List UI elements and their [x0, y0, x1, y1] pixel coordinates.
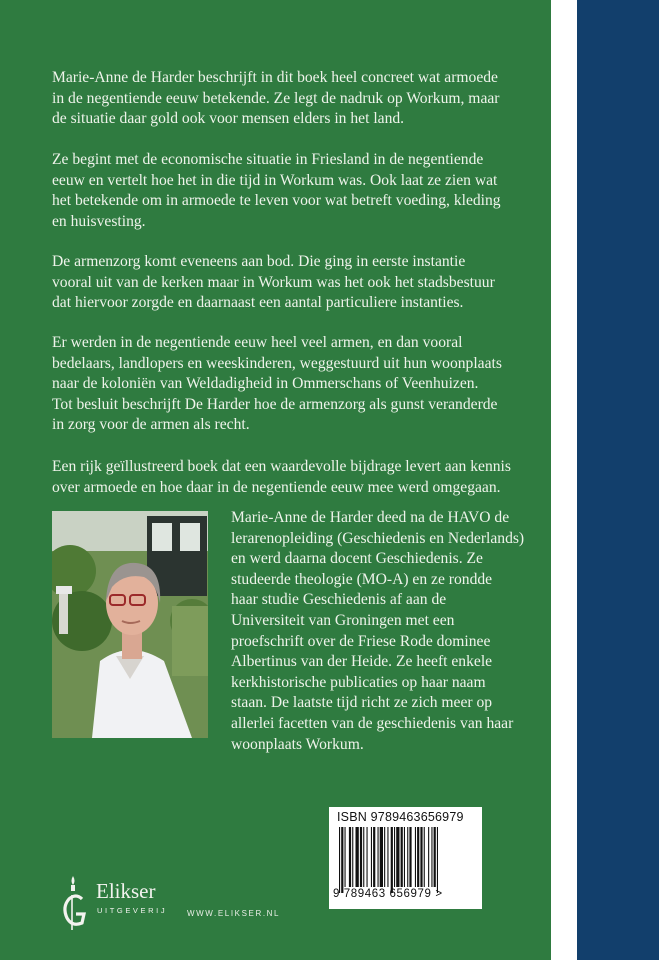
text-line: Ze begint met de economische situatie in Friesland in de negentiende	[52, 151, 484, 168]
barcode-bar	[363, 827, 364, 887]
barcode-bar	[341, 827, 343, 893]
barcode-bar	[415, 827, 416, 887]
barcode-bar	[352, 827, 353, 887]
text-line: studeerde theologie (MO-A) en ze rondde	[231, 570, 493, 588]
barcode-bar	[356, 827, 359, 887]
barcode-bar	[420, 827, 422, 887]
barcode-bar	[380, 827, 383, 887]
spine	[577, 0, 659, 960]
barcode-bar	[407, 827, 408, 887]
barcode-bar	[434, 827, 436, 887]
text-line: Albertinus van der Heide. Ze heeft enkele	[231, 653, 493, 671]
author-photo	[52, 511, 208, 738]
text-line: vooral uit van de kerken maar in Workum was het ook het stadsbestuur	[52, 273, 495, 291]
barcode-bar	[360, 827, 362, 887]
text-line: Marie-Anne de Harder beschrijft in dit boek heel concreet wat armoede	[52, 69, 498, 86]
text-line: en huisvesting.	[52, 212, 146, 230]
text-line: Een rijk geïllustreerd boek dat een waardevolle bijdrage levert aan kennis	[52, 458, 511, 475]
publisher-url: WWW.ELIKSER.NL	[187, 909, 281, 918]
blurb-paragraph-1	[52, 68, 522, 130]
text-line: en werd daarna docent Geschiedenis. Ze	[231, 550, 483, 568]
barcode-bar	[431, 827, 432, 887]
barcode-bar	[391, 827, 393, 893]
text-line: Tot besluit beschrijft De Harder hoe de armenzorg als gunst veranderde	[52, 395, 498, 413]
publisher-name: Elikser	[96, 879, 156, 903]
barcode-bar	[339, 827, 340, 893]
text-line: lerarenopleiding (Geschiedenis en Nederlands)	[231, 529, 525, 547]
barcode-bar	[424, 827, 425, 887]
barcode-digits: 9 789463 656979 >	[333, 888, 443, 900]
publisher-subtitle: UITGEVERIJ	[97, 906, 168, 915]
barcode-bar	[409, 827, 411, 887]
barcode-bar	[428, 827, 429, 887]
author-bio	[231, 508, 531, 755]
blurb-paragraph-2	[52, 150, 522, 232]
text-line: woonplaats Workum.	[231, 735, 364, 753]
text-line: in de negentiende eeuw betekende. Ze legt de nadruk op Workum, maar	[52, 89, 500, 107]
barcode-bar	[349, 827, 351, 887]
barcode-bar	[345, 827, 346, 887]
text-line: staan. De laatste tijd richt ze zich meer op	[231, 694, 493, 712]
text-line: proefschrift over de Friese Rode dominee	[231, 632, 491, 650]
text-line: kerkhistorische publicaties op haar naam	[231, 673, 486, 691]
text-line: Universiteit van Groningen met een	[231, 611, 455, 629]
text-line: de situatie daar gold ook voor mensen elders in het land.	[52, 110, 405, 127]
text-line: dat hiervoor zorgde en daarnaast een aantal particuliere instanties.	[52, 294, 464, 311]
barcode-bar	[378, 827, 379, 887]
text-line: bedelaars, landlopers en weeskinderen, weggestuurd uit hun woonplaats	[52, 354, 502, 372]
text-line: over armoede en hoe daar in de negentiende eeuw mee werd omgegaan.	[52, 478, 501, 496]
text-line: Marie-Anne de Harder deed na de HAVO de	[231, 509, 510, 526]
barcode-bar	[367, 827, 368, 887]
barcode-bar	[417, 827, 419, 887]
isbn-label: ISBN 9789463656979	[337, 810, 464, 824]
text-line: naar de koloniën van Weldadigheid in Ommerschans of Veenhuizen.	[52, 375, 479, 392]
text-line: eeuw en vertelt hoe het in die tijd in Workum was. Ook laat ze zien wat	[52, 171, 498, 189]
blurb-paragraph-4	[52, 333, 522, 436]
barcode-bar	[387, 827, 388, 887]
barcode-bar	[384, 827, 385, 887]
text-line: Er werden in de negentiende eeuw heel veel armen, en dan vooral	[52, 334, 463, 351]
barcode-bar	[373, 827, 375, 887]
blurb-paragraph-3	[52, 252, 522, 314]
barcode-bar	[404, 827, 405, 887]
barcode-bar	[396, 827, 399, 887]
text-line: De armenzorg komt eveneens aan bod. Die ging in eerste instantie	[52, 253, 466, 270]
barcode-bar	[401, 827, 403, 887]
text-line: haar studie Geschiedenis af aan de	[231, 591, 447, 609]
barcode-bar	[394, 827, 395, 887]
publisher-logo-icon	[58, 873, 98, 933]
blurb-paragraph-5	[52, 457, 522, 498]
barcode-bar	[437, 827, 438, 893]
barcode-bar	[371, 827, 372, 887]
text-line: allerlei facetten van de geschiedenis van haar	[231, 714, 514, 732]
text-line: in zorg voor de armen als recht.	[52, 416, 250, 433]
spine-edge	[551, 0, 577, 960]
text-line: het betekende om in armoede te leven voor wat betreft voeding, kleding	[52, 192, 501, 209]
